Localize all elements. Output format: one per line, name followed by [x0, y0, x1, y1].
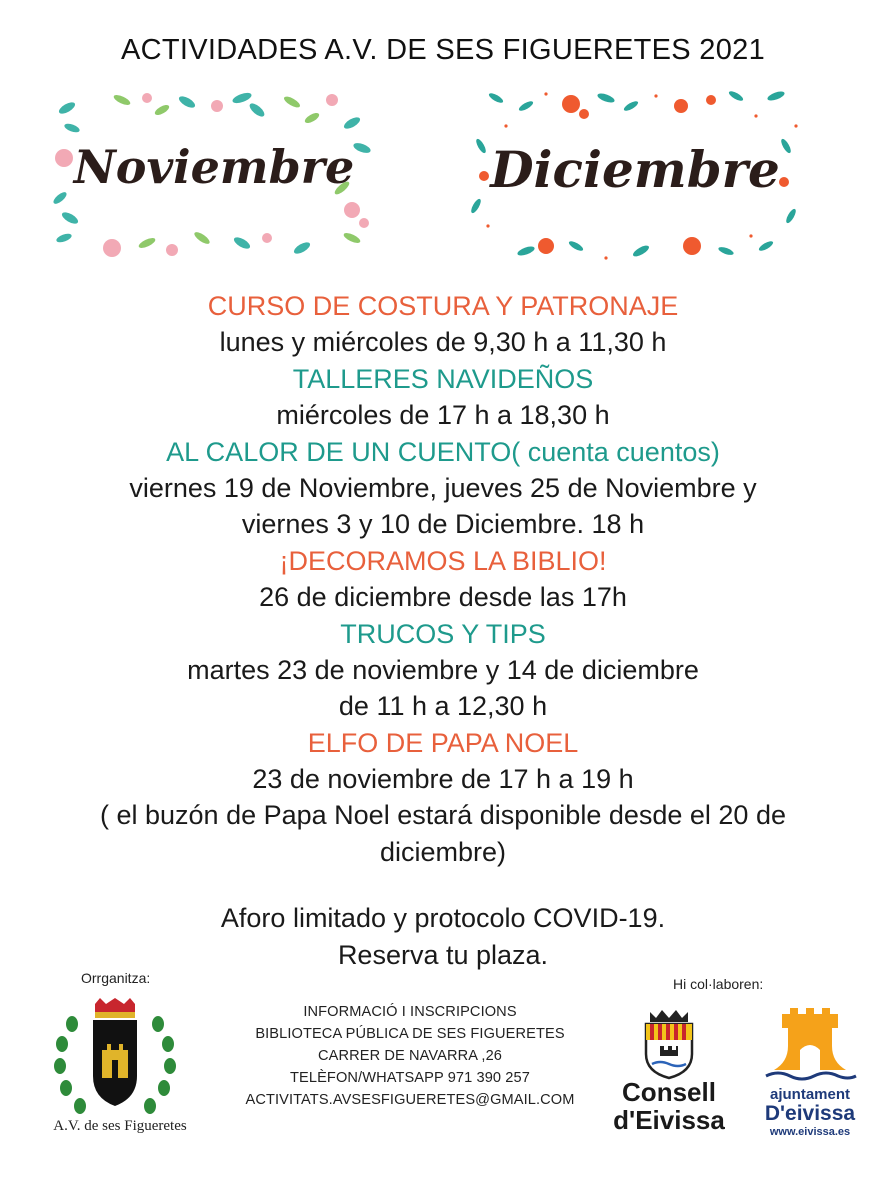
event-schedule-elfo: 23 de noviembre de 17 h a 19 h [252, 764, 634, 795]
ajuntament-name-line1: ajuntament [769, 1086, 850, 1103]
collaborators-label: Hi col·laboren: [673, 976, 764, 992]
info-line-title: INFORMACIÓ I INSCRIPCIONS [303, 1004, 517, 1020]
association-crest-icon [50, 998, 180, 1118]
notice-reserve: Reserva tu plaza. [337, 940, 549, 970]
event-title-talleres: TALLERES NAVIDEÑOS [292, 363, 594, 394]
consell-eivissa-logo [604, 1008, 734, 1138]
diciembre-word: Diciembre [490, 140, 780, 199]
event-title-elfo: ELFO DE PAPA NOEL [307, 727, 579, 758]
event-note-elfo-2: diciembre) [379, 836, 507, 867]
contact-info [226, 1001, 594, 1111]
ajuntament-website[interactable]: www.eivissa.es [769, 1126, 851, 1138]
event-schedule-talleres: miércoles de 17 h a 18,30 h [276, 400, 610, 431]
consell-name-line2: d'Eivissa [613, 1105, 725, 1135]
ajuntament-name-line2: D'eivissa [764, 1102, 856, 1125]
info-line-phone: TELÈFON/WHATSAPP 971 390 257 [290, 1070, 530, 1086]
ajuntament-eivissa-logo [760, 1006, 860, 1146]
event-schedule-decoramos: 26 de diciembre desde las 17h [259, 582, 627, 613]
event-schedule-trucos-1: martes 23 de noviembre y 14 de diciembre [187, 654, 699, 685]
event-schedule-cuento-2: viernes 3 y 10 de Diciembre. 18 h [241, 509, 645, 540]
consell-shield-icon [638, 1008, 700, 1080]
event-note-elfo-1: ( el buzón de Papa Noel estará disponible desde el 20 de [100, 800, 786, 831]
event-schedule-trucos-2: de 11 h a 12,30 h [338, 691, 548, 722]
consell-name-line1: Consell [622, 1077, 716, 1107]
event-title-cuento: AL CALOR DE UN CUENTO( cuenta cuentos) [166, 436, 720, 467]
castle-tower-icon [760, 1006, 860, 1086]
event-title-decoramos: ¡DECORAMOS LA BIBLIO! [279, 545, 607, 576]
event-schedule-cuento-1: viernes 19 de Noviembre, jueves 25 de Noviembre y [129, 472, 757, 503]
diciembre-card [466, 86, 804, 268]
noviembre-card [52, 88, 376, 260]
info-line-email[interactable]: ACTIVITATS.AVSESFIGUERETES@GMAIL.COM [245, 1092, 575, 1108]
info-line-address: CARRER DE NAVARRA ,26 [317, 1048, 503, 1064]
organizer-label: Orrganitza: [81, 970, 151, 986]
notice [0, 900, 886, 974]
events-list [0, 288, 886, 870]
event-schedule-costura: lunes y miércoles de 9,30 h a 11,30 h [219, 327, 667, 358]
organizer-name: A.V. de ses Figueretes [53, 1118, 187, 1134]
event-title-costura: CURSO DE COSTURA Y PATRONAJE [207, 291, 679, 321]
notice-capacity: Aforo limitado y protocolo COVID-19. [220, 903, 666, 933]
noviembre-word: Noviembre [73, 140, 355, 194]
page-title: ACTIVIDADES A.V. DE SES FIGUERETES 2021 [120, 34, 766, 66]
event-title-trucos: TRUCOS Y TIPS [340, 618, 546, 649]
info-line-library: BIBLIOTECA PÚBLICA DE SES FIGUERETES [255, 1026, 565, 1042]
